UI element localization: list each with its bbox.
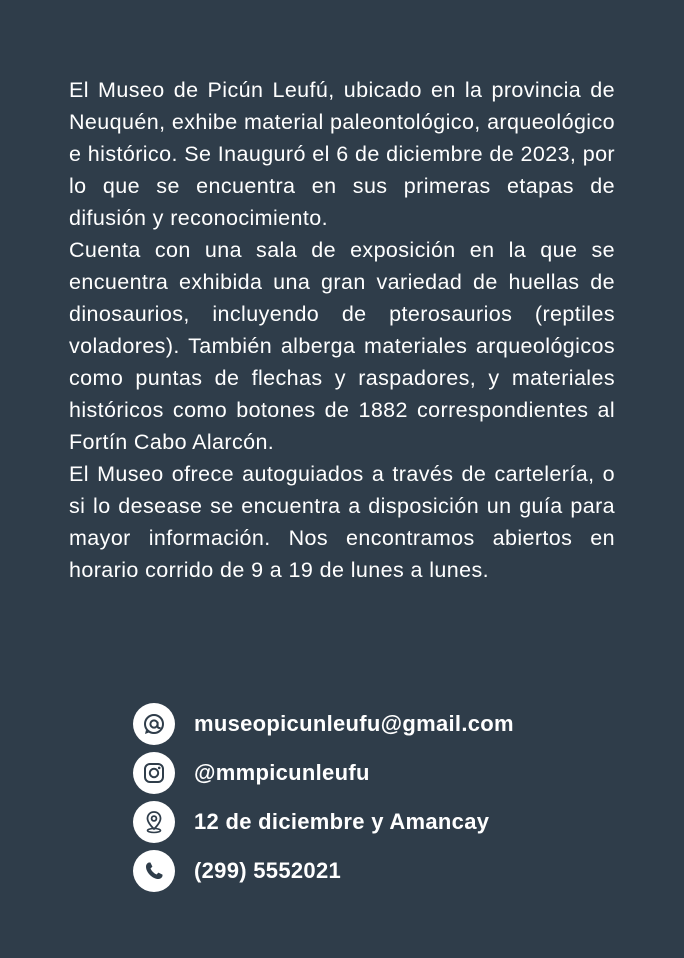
contact-email[interactable] xyxy=(133,703,593,745)
contact-phone[interactable] xyxy=(133,850,593,892)
contact-instagram[interactable] xyxy=(133,752,593,794)
phone-icon xyxy=(133,850,175,892)
contact-phone-text: (299) 5552021 xyxy=(194,858,342,883)
description-paragraph-3: El Museo ofrece autoguiados a través de cartelería, o si lo desease se encuentra a disposición un guía para mayor información. Nos encontramos abiertos en horario corrido de 9 a 19 de lunes a lunes. xyxy=(69,462,615,582)
contact-email-text: museopicunleufu@gmail.com xyxy=(194,711,514,736)
contact-address[interactable] xyxy=(133,801,593,843)
contact-instagram-text: @mmpicunleufu xyxy=(194,760,370,785)
description-paragraph-1: El Museo de Picún Leufú, ubicado en la provincia de Neuquén, exhibe material paleontológico, arqueológico e histórico. Se Inauguró el 6 de diciembre de 2023, por lo que se encuentra en sus primeras etapas de difusión y reconocimiento. xyxy=(69,78,615,230)
museum-description xyxy=(69,74,615,586)
description-paragraph-2: Cuenta con una sala de exposición en la que se encuentra exhibida una gran variedad de huellas de dinosaurios, incluyendo de pterosaurios (reptiles voladores). También alberga materiales arqueológicos como puntas de flechas y raspadores, y materiales históricos como botones de 1882 correspondientes al Fortín Cabo Alarcón. xyxy=(69,238,615,454)
email-at-icon xyxy=(133,703,175,745)
contact-address-text: 12 de diciembre y Amancay xyxy=(194,809,490,834)
contact-list xyxy=(133,703,593,899)
location-pin-icon xyxy=(133,801,175,843)
instagram-icon xyxy=(133,752,175,794)
